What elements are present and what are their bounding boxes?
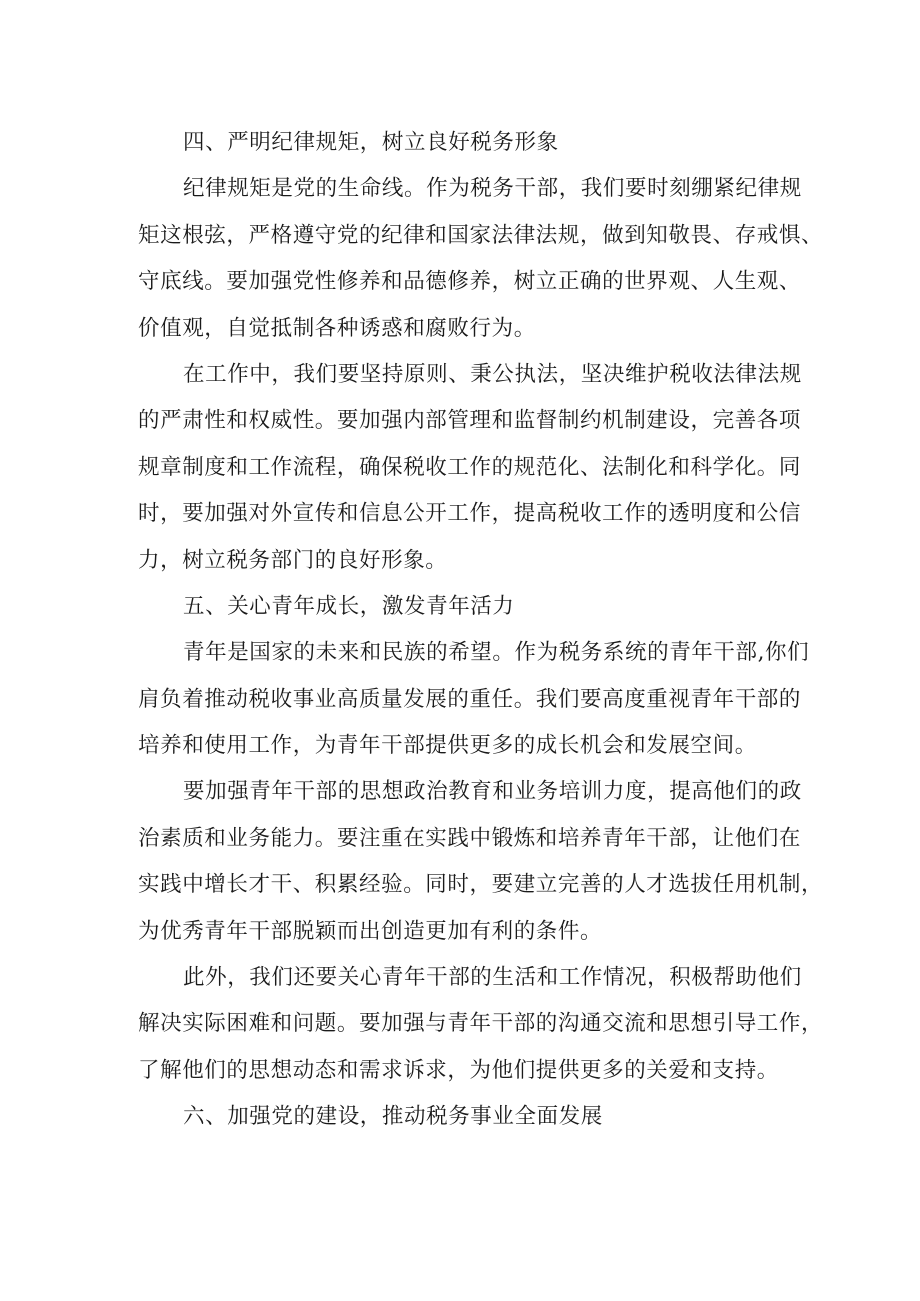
text-line: 纪律规矩是党的生命线。作为税务干部，我们要时刻绷紧纪律规: [183, 176, 802, 202]
document-body: [138, 120, 824, 1141]
text-line: 四、严明纪律规矩，树立良好税务形象: [183, 130, 559, 155]
text-line: 为优秀青年干部脱颖而出创造更加有利的条件。: [138, 918, 603, 944]
text-line: 时，要加强对外宣传和信息公开工作，提高税收工作的透明度和公信: [138, 501, 802, 527]
text-line: 守底线。要加强党性修养和品德修养，树立正确的世界观、人生观、: [138, 269, 802, 295]
text-line: 此外，我们还要关心青年干部的生活和工作情况，积极帮助他们: [183, 965, 802, 991]
text-line: 力，树立税务部门的良好形象。: [138, 547, 448, 573]
text-line: 肩负着推动税收事业高质量发展的重任。我们要高度重视青年干部的: [138, 686, 802, 712]
text-line: 要加强青年干部的思想政治教育和业务培训力度，提高他们的政: [183, 779, 802, 805]
text-line: 价值观，自觉抵制各种诱惑和腐败行为。: [138, 315, 536, 341]
text-line: 治素质和业务能力。要注重在实践中锻炼和培养青年干部，让他们在: [138, 825, 802, 851]
text-line: 在工作中，我们要坚持原则、秉公执法，坚决维护税收法律法规: [183, 361, 802, 387]
text-line: 的严肃性和权威性。要加强内部管理和监督制约机制建设，完善各项: [138, 408, 802, 434]
text-line: 六、加强党的建设，推动税务事业全面发展: [183, 1104, 603, 1130]
text-line: 矩这根弦，严格遵守党的纪律和国家法律法规，做到知敬畏、存戒惧、: [138, 222, 824, 248]
text-line: 规章制度和工作流程，确保税收工作的规范化、法制化和科学化。同: [138, 454, 802, 480]
text-line: 青年是国家的未来和民族的希望。作为税务系统的青年干部,你们: [183, 640, 810, 666]
text-line: 了解他们的思想动态和需求诉求，为他们提供更多的关爱和支持。: [138, 1057, 779, 1083]
text-line: 解决实际困难和问题。要加强与青年干部的沟通交流和思想引导工作，: [138, 1011, 824, 1037]
text-line: 培养和使用工作，为青年干部提供更多的成长机会和发展空间。: [138, 733, 757, 759]
text-line: 实践中增长才干、积累经验。同时，要建立完善的人才选拔任用机制，: [138, 872, 824, 898]
text-line: 五、关心青年成长，激发青年活力: [183, 593, 515, 619]
